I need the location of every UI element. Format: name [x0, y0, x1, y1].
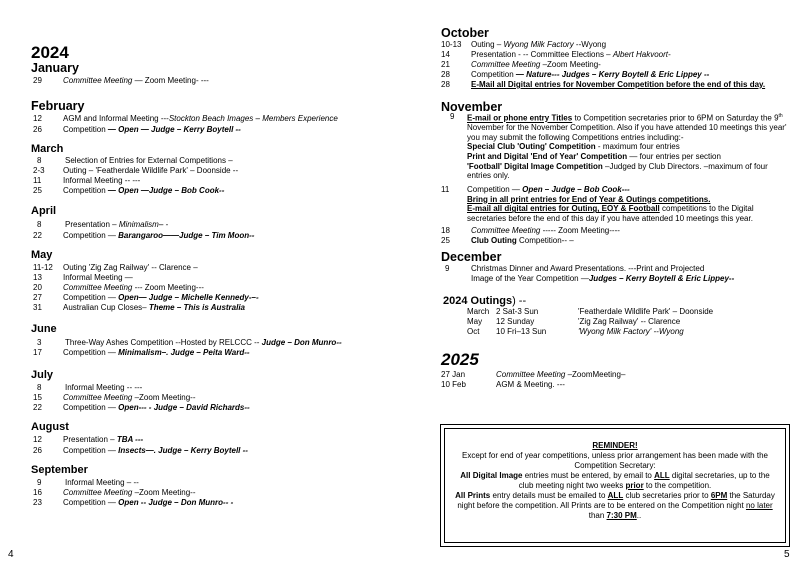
outings-heading: 2024 Outings) -- — [443, 295, 527, 307]
event-row: 22 Competition — Open--- - Judge – David Richards-- — [33, 403, 250, 412]
event-row: 28 Competition — Nature--- Judges – Kerry Boytell & Eric Lippey -- — [441, 70, 710, 79]
outing-row: Oct 10 Fri–13 Sun 'Wyong Milk Factory' --Wyong — [467, 327, 684, 336]
event-row: 17 Competition — Minimalism–. Judge – Peita Ward-- — [33, 348, 250, 357]
page-number: 5 — [784, 549, 790, 560]
event-date: 9 — [450, 112, 455, 121]
event-row: 25 Club Outing Competition-- – — [441, 236, 574, 245]
event-date: 11 — [441, 185, 450, 194]
november-competition-details: Competition — Open – Judge – Bob Cook--- Bring in all print entries for End of Year & Outings competitions. E-mail all digital entries for Outing, EOY & Football competitions to the Digital secretaries before the end of this day if you have attended 10 meetings this year. — [467, 185, 754, 223]
reminder-box — [440, 424, 790, 547]
reminder-digital: All Digital Image entries must be entered, by email to ALL digital secretaries, up to the club meeting night two weeks prior to the competition. — [460, 471, 770, 490]
event-row: 12 Presentation – TBA --- — [33, 435, 144, 444]
event-row: 9 Informal Meeting – -- — [37, 478, 139, 487]
event-row: 18 Committee Meeting ----- Zoom Meeting---- — [441, 226, 620, 235]
event-row: 27 Competition — Open— Judge – Michelle Kennedy-–- — [33, 293, 259, 302]
event-row: 8 Informal Meeting -- --- — [37, 383, 143, 392]
december-event: Christmas Dinner and Award Presentations. ---Print and Projected Image of the Year Competition —Judges – Kerry Boytell & Eric Lippey-- — [471, 264, 735, 283]
event-row: 31 Australian Cup Closes– Theme – This is Australia — [33, 303, 246, 312]
page-number: 4 — [8, 549, 14, 560]
month-november: November — [441, 100, 503, 114]
event-row: 11 Informal Meeting -- --- — [33, 176, 141, 185]
month-january: January — [31, 61, 79, 75]
reminder-box-inner — [444, 428, 786, 543]
event-row: 14 Presentation - -- Committee Elections – Albert Hakvoort- — [441, 50, 671, 59]
reminder-intro: Except for end of year competitions, unless prior arrangement has been made with the Competition Secretary: — [462, 451, 768, 470]
event-row: 10 Feb AGM & Meeting. --- — [441, 380, 565, 389]
month-february: February — [31, 99, 85, 113]
reminder-title: REMINDER! — [592, 441, 638, 450]
event-row: 27 Jan Committee Meeting –ZoomMeeting– — [441, 370, 626, 379]
month-may: May — [31, 249, 53, 261]
event-row: 12 AGM and Informal Meeting ---Stockton Beach Images – Members Experience — [33, 114, 338, 123]
event-row: 8 Presentation – Minimalism– - — [37, 220, 169, 229]
event-row: 28 E-Mail all Digital entries for November Competition before the end of this day. — [441, 80, 766, 89]
event-date: 9 — [445, 264, 450, 273]
event-row: 16 Committee Meeting –Zoom Meeting-- — [33, 488, 196, 497]
month-july: July — [31, 369, 54, 381]
reminder-prints: All Prints entry details must be emailed to ALL club secretaries prior to 6PM the Saturday night before the competition. All Prints are to be entered on the Competition night no later than 7:30 PM.. — [455, 491, 775, 520]
event-row: 2-3 Outing – 'Featherdale Wildlife Park' – Doonside -- — [33, 166, 239, 175]
month-june: June — [31, 323, 57, 335]
event-row: 29 Committee Meeting — Zoom Meeting- --- — [33, 76, 209, 85]
outing-row: May 12 Sunday 'Zig Zag Railway' -- Clarence — [467, 317, 681, 326]
month-august: August — [31, 421, 69, 433]
event-row: 20 Committee Meeting --- Zoom Meeting--- — [33, 283, 204, 292]
event-row: 15 Committee Meeting –Zoom Meeting-- — [33, 393, 196, 402]
november-entry-instructions: E-mail or phone entry Titles to Competition secretaries prior to 6PM on Saturday the 9th November for the November Competition. Also if you have attended 10 meetings this year' you may submit the following Competitions entries including:- Special Club 'Outing' Competition - maximum four entries Print and Digital 'End of Year' Competition — four entries per section 'Football' Digital Image Competition –Judged by Club Directors. –maximum of four entries only. — [467, 113, 787, 181]
event-row: 22 Competition — Barangaroo——Judge – Tim Moon-- — [33, 231, 255, 240]
month-april: April — [31, 205, 57, 217]
year-heading-2025: 2025 — [441, 350, 479, 369]
event-row: 25 Competition — Open —Judge – Bob Cook-- — [33, 186, 225, 195]
event-row: 23 Competition — Open -- Judge – Don Munro-- - — [33, 498, 234, 507]
event-row: 26 Competition — Insects—. Judge – Kerry Boytell -- — [33, 446, 248, 455]
outing-row: March 2 Sat-3 Sun 'Featherdale Wildlife Park' – Doonside — [467, 307, 714, 316]
event-row: 3 Three-Way Ashes Competition --Hosted by RELCCC -- Judge – Don Munro-- — [37, 338, 342, 347]
month-march: March — [31, 143, 64, 155]
event-row: 13 Informal Meeting — — [33, 273, 133, 282]
month-december: December — [441, 250, 502, 264]
month-september: September — [31, 464, 88, 476]
event-row: 21 Committee Meeting –Zoom Meeting- — [441, 60, 601, 69]
event-row: 10-13 Outing – Wyong Milk Factory --Wyong — [441, 40, 607, 49]
event-row: 8 Selection of Entries for External Competitions – — [37, 156, 233, 165]
month-october: October — [441, 26, 489, 40]
year-heading-2024: 2024 — [31, 43, 69, 62]
event-row: 11-12 Outing 'Zig Zag Railway' -- Clarence – — [33, 263, 198, 272]
event-row: 26 Competition — Open — Judge – Kerry Boytell -- — [33, 125, 241, 134]
